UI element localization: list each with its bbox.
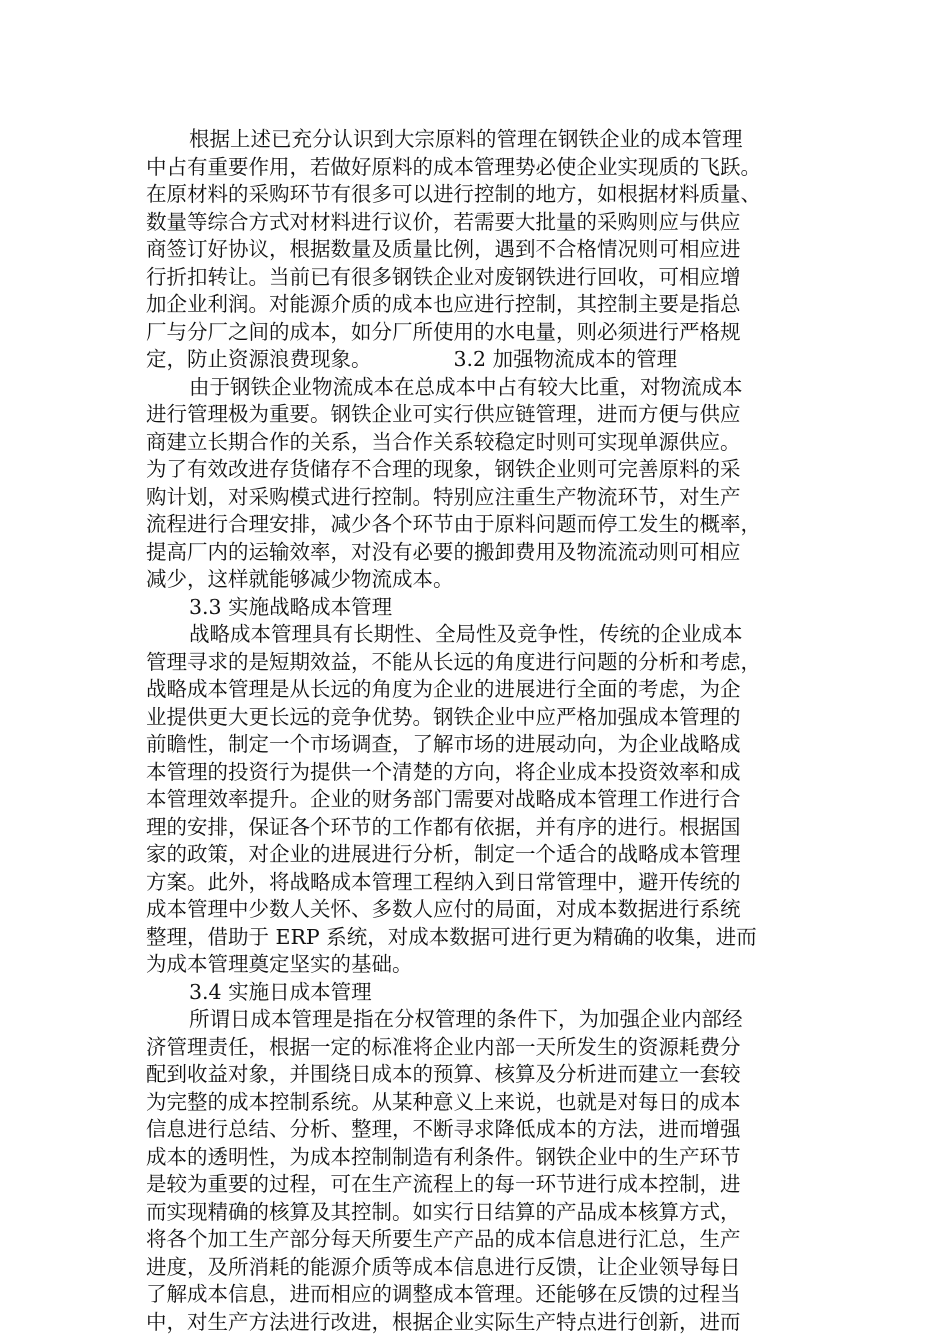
text-line: 战略成本管理是从长远的角度为企业的进展进行全面的考虑，为企 (146, 677, 741, 701)
text-line: 在原材料的采购环节有很多可以进行控制的地方，如根据材料质量、 (146, 182, 761, 206)
text-line: 为完整的成本控制系统。从某种意义上来说，也就是对每日的成本 (146, 1089, 741, 1114)
text-line: 定，防止资源浪费现象。 (146, 347, 372, 371)
text-line: 减少，这样就能够减少物流成本。 (146, 567, 454, 591)
text-line: 中占有重要作用，若做好原料的成本管理势必使企业实现质的飞跃。 (146, 154, 761, 179)
text-line: 是较为重要的过程，可在生产流程上的每一环节进行成本控制，进 (146, 1172, 741, 1196)
text-line: 厂与分厂之间的成本，如分厂所使用的水电量，则必须进行严格规 (146, 319, 741, 344)
text-line: 数量等综合方式对材料进行议价，若需要大批量的采购则应与供应 (146, 209, 741, 234)
text-line: 加企业利润。对能源介质的成本也应进行控制，其控制主要是指总 (146, 292, 741, 316)
text-line: 业提供更大更长远的竞争优势。钢铁企业中应严格加强成本管理的 (146, 704, 741, 729)
document-body (146, 126, 802, 1336)
section-heading-3-4: 3.4 实施日成本管理 (189, 979, 372, 1004)
text-line: 流程进行合理安排，减少各个环节由于原料问题而停工发生的概率， (146, 512, 761, 536)
text-line-with-heading (146, 346, 802, 374)
text-line: 商签订好协议，根据数量及质量比例，遇到不合格情况则可相应进 (146, 237, 741, 261)
text-line: 为成本管理奠定坚实的基础。 (146, 952, 413, 976)
text-line: 济管理责任，根据一定的标准将企业内部一天所发生的资源耗费分 (146, 1034, 741, 1059)
text-line: 所谓日成本管理是指在分权管理的条件下，为加强企业内部经 (189, 1007, 743, 1031)
text-line: 商建立长期合作的关系，当合作关系较稳定时则可实现单源供应。 (146, 429, 741, 454)
text-line: 将各个加工生产部分每天所要生产产品的成本信息进行汇总，生产 (146, 1227, 741, 1251)
section-heading-3-3: 3.3 实施战略成本管理 (189, 594, 393, 619)
text-line: 成本的透明性，为成本控制制造有利条件。钢铁企业中的生产环节 (146, 1144, 741, 1169)
section-heading-3-2: 3.2 加强物流成本的管理 (453, 347, 678, 371)
text-line: 成本管理中少数人关怀、多数人应付的局面，对成本数据进行系统 (146, 897, 741, 921)
text-line: 中，对生产方法进行改进，根据企业实际生产特点进行创新，进而 (146, 1309, 741, 1334)
text-line: 战略成本管理具有长期性、全局性及竞争性，传统的企业成本 (189, 622, 743, 646)
text-line: 由于钢铁企业物流成本在总成本中占有较大比重，对物流成本 (189, 374, 743, 399)
text-line: 了解成本信息，进而相应的调整成本管理。还能够在反馈的过程当 (146, 1282, 741, 1306)
text-line: 本管理效率提升。企业的财务部门需要对战略成本管理工作进行合 (146, 787, 741, 811)
text-line: 购计划，对采购模式进行控制。特别应注重生产物流环节，对生产 (146, 484, 741, 509)
text-line: 理的安排，保证各个环节的工作都有依据，并有序的进行。根据国 (146, 814, 741, 839)
text-line: 配到收益对象，并围绕日成本的预算、核算及分析进而建立一套较 (146, 1062, 741, 1086)
text-line: 进行管理极为重要。钢铁企业可实行供应链管理，进而方便与供应 (146, 402, 741, 426)
text-line: 前瞻性，制定一个市场调查，了解市场的进展动向，为企业战略成 (146, 732, 741, 756)
text-line: 本管理的投资行为提供一个清楚的方向，将企业成本投资效率和成 (146, 759, 741, 784)
text-line: 管理寻求的是短期效益，不能从长远的角度进行问题的分析和考虑， (146, 649, 761, 674)
text-line: 为了有效改进存货储存不合理的现象，钢铁企业则可完善原料的采 (146, 457, 741, 481)
text-line: 根据上述已充分认识到大宗原料的管理在钢铁企业的成本管理 (189, 127, 743, 151)
text-line: 提高厂内的运输效率，对没有必要的搬卸费用及物流流动则可相应 (146, 539, 741, 564)
text-line: 行折扣转让。当前已有很多钢铁企业对废钢铁进行回收，可相应增 (146, 264, 741, 289)
text-line: 家的政策，对企业的进展进行分析，制定一个适合的战略成本管理 (146, 842, 741, 866)
text-line: 整理，借助于 ERP 系统，对成本数据可进行更为精确的收集，进而 (146, 924, 757, 949)
text-line: 信息进行总结、分析、整理，不断寻求降低成本的方法，进而增强 (146, 1117, 741, 1141)
text-line: 方案。此外，将战略成本管理工程纳入到日常管理中，避开传统的 (146, 869, 741, 894)
text-line: 而实现精确的核算及其控制。如实行日结算的产品成本核算方式， (146, 1199, 741, 1224)
text-line: 进度，及所消耗的能源介质等成本信息进行反馈，让企业领导每日 (146, 1254, 741, 1279)
